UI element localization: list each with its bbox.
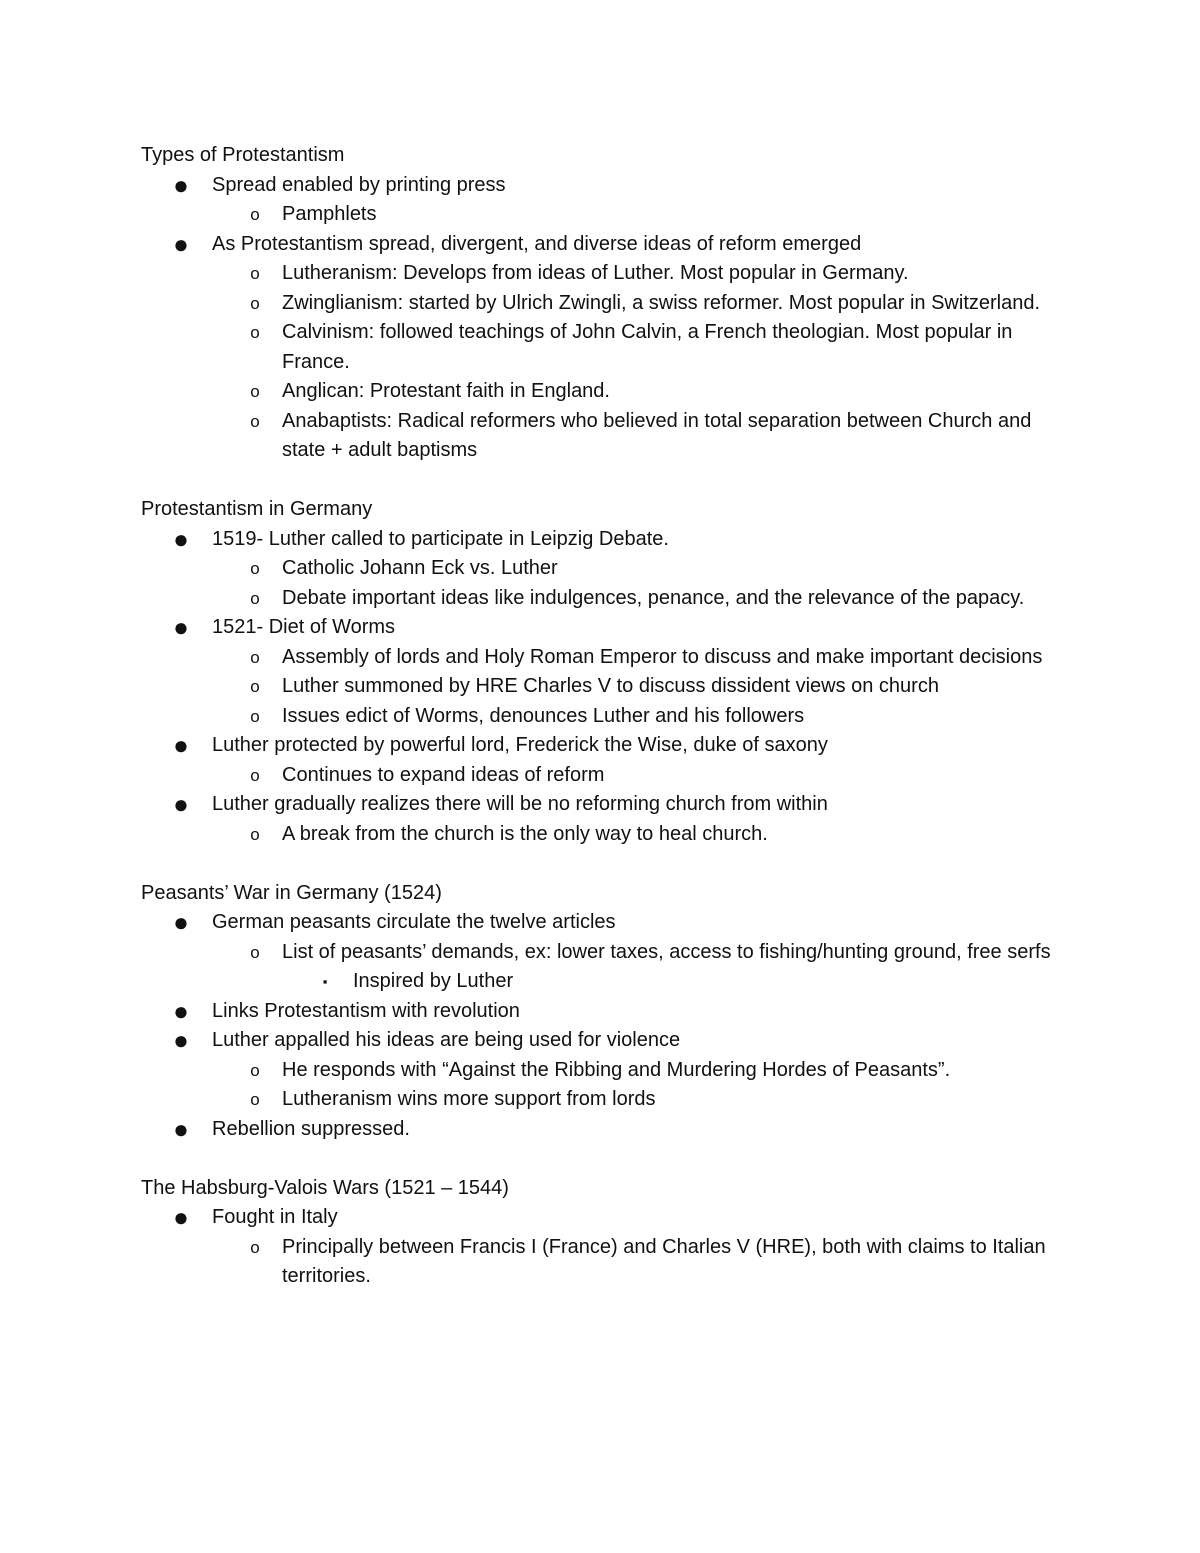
list-item-level-2 — [141, 318, 1061, 377]
list-item-level-2 — [141, 761, 1061, 791]
list-item-level-2 — [141, 200, 1061, 230]
circle-marker-icon: o — [250, 293, 260, 313]
list-item-text: Anglican: Protestant faith in England. — [282, 380, 610, 402]
circle-marker-icon: o — [250, 382, 260, 401]
list-item-level-2 — [141, 702, 1061, 732]
list-item-text: Inspired by Luther — [353, 970, 514, 992]
bullet-marker-icon: ● — [173, 995, 189, 1026]
list-item-text: Continues to expand ideas of reform — [282, 763, 605, 786]
circle-marker-icon: o — [250, 264, 260, 283]
circle-marker-icon: o — [250, 205, 260, 224]
bullet-marker-icon: ● — [173, 612, 189, 642]
document-body — [141, 141, 1061, 1292]
list-item-level-2 — [141, 1056, 1061, 1086]
list-item-level-1 — [141, 731, 1061, 761]
list-item-level-1 — [141, 1026, 1061, 1056]
list-item-level-3 — [141, 967, 1061, 997]
list-item-text: Lutheranism: Develops from ideas of Luther. Most popular in Germany. — [282, 262, 909, 284]
circle-marker-icon: o — [250, 706, 260, 726]
list-item-level-1 — [141, 613, 1061, 643]
section-heading: Types of Protestantism — [141, 144, 345, 166]
circle-marker-icon: o — [250, 1237, 260, 1257]
list-item-level-1 — [141, 171, 1061, 201]
circle-marker-icon: o — [250, 588, 260, 608]
list-item-level-2 — [141, 820, 1061, 850]
list-item-level-2 — [141, 938, 1061, 968]
bullet-marker-icon: ● — [173, 789, 189, 819]
section — [141, 495, 1061, 849]
list-item-level-2 — [141, 554, 1061, 584]
list-item-level-2 — [141, 584, 1061, 614]
list-item-text: List of peasants’ demands, ex: lower taxes, access to fishing/hunting ground, free serfs — [282, 940, 1051, 963]
circle-marker-icon: o — [250, 1060, 260, 1080]
section — [141, 1174, 1061, 1292]
list-item-level-1 — [141, 230, 1061, 260]
list-item-text: A break from the church is the only way to heal church. — [282, 822, 768, 845]
list-item-level-2 — [141, 259, 1061, 289]
list-item-text: Luther protected by powerful lord, Frederick the Wise, duke of saxony — [212, 734, 828, 756]
list-item-level-1 — [141, 997, 1061, 1027]
list-item-text: Rebellion suppressed. — [212, 1117, 410, 1140]
bullet-marker-icon: ● — [173, 1025, 189, 1055]
list-item-level-2 — [141, 407, 1061, 466]
bullet-marker-icon: ● — [173, 228, 189, 259]
circle-marker-icon: o — [250, 411, 260, 431]
list-item-level-2 — [141, 377, 1061, 407]
list-item-text: Calvinism: followed teachings of John Calvin, a French theologian. Most popular in France. — [282, 321, 1013, 373]
list-item-level-1 — [141, 1115, 1061, 1145]
bullet-marker-icon: ● — [173, 169, 189, 200]
bullet-marker-icon: ● — [173, 1202, 189, 1232]
section-heading: Peasants’ War in Germany (1524) — [141, 881, 442, 904]
list-item-text: 1519- Luther called to participate in Leipzig Debate. — [212, 527, 669, 550]
list-item-level-2 — [141, 643, 1061, 673]
list-item-text: Principally between Francis I (France) and Charles V (HRE), both with claims to Italian territories. — [282, 1235, 1046, 1287]
list-item-text: Pamphlets — [282, 203, 377, 225]
list-item-level-1 — [141, 525, 1061, 555]
list-item-text: Luther gradually realizes there will be no reforming church from within — [212, 793, 828, 815]
list-item-text: Debate important ideas like indulgences, penance, and the relevance of the papacy. — [282, 586, 1025, 609]
bullet-marker-icon: ● — [173, 907, 189, 937]
list-item-text: Links Protestantism with revolution — [212, 999, 520, 1022]
list-item-level-1 — [141, 790, 1061, 820]
list-item-level-1 — [141, 908, 1061, 938]
circle-marker-icon: o — [250, 942, 260, 962]
circle-marker-icon: o — [250, 323, 260, 342]
list-item-text: He responds with “Against the Ribbing and Murdering Hordes of Peasants”. — [282, 1058, 951, 1081]
bullet-marker-icon: ● — [173, 523, 189, 554]
section-heading: The Habsburg-Valois Wars (1521 – 1544) — [141, 1176, 509, 1199]
list-item-level-2 — [141, 289, 1061, 319]
list-item-text: Spread enabled by printing press — [212, 173, 506, 196]
circle-marker-icon: o — [250, 559, 260, 578]
list-item-text: Fought in Italy — [212, 1206, 338, 1228]
list-item-level-2 — [141, 672, 1061, 702]
list-item-text: Catholic Johann Eck vs. Luther — [282, 557, 558, 579]
list-item-text: Luther summoned by HRE Charles V to discuss dissident views on church — [282, 675, 939, 697]
list-item-level-1 — [141, 1203, 1061, 1233]
list-item-text: As Protestantism spread, divergent, and diverse ideas of reform emerged — [212, 232, 862, 255]
circle-marker-icon: o — [250, 765, 260, 785]
list-item-text: Zwinglianism: started by Ulrich Zwingli, a swiss reformer. Most popular in Switzerland. — [282, 291, 1041, 314]
section — [141, 879, 1061, 1145]
bullet-marker-icon: ● — [173, 730, 189, 760]
list-item-level-2 — [141, 1085, 1061, 1115]
circle-marker-icon: o — [250, 677, 260, 696]
circle-marker-icon: o — [250, 1090, 260, 1109]
list-item-text: Anabaptists: Radical reformers who believed in total separation between Church and state + adult baptisms — [282, 409, 1032, 461]
list-item-text: Luther appalled his ideas are being used for violence — [212, 1029, 681, 1051]
circle-marker-icon: o — [250, 824, 260, 844]
section — [141, 141, 1061, 466]
list-item-text: Issues edict of Worms, denounces Luther and his followers — [282, 704, 805, 727]
list-item-level-2 — [141, 1233, 1061, 1292]
section-heading: Protestantism in Germany — [141, 498, 373, 520]
bullet-marker-icon: ● — [173, 1113, 189, 1144]
list-item-text: Lutheranism wins more support from lords — [282, 1088, 656, 1110]
list-item-text: 1521- Diet of Worms — [212, 616, 396, 638]
list-item-text: German peasants circulate the twelve articles — [212, 911, 616, 933]
circle-marker-icon: o — [250, 647, 260, 667]
square-marker-icon: ▪ — [322, 974, 328, 989]
list-item-text: Assembly of lords and Holy Roman Emperor to discuss and make important decisions — [282, 645, 1043, 668]
